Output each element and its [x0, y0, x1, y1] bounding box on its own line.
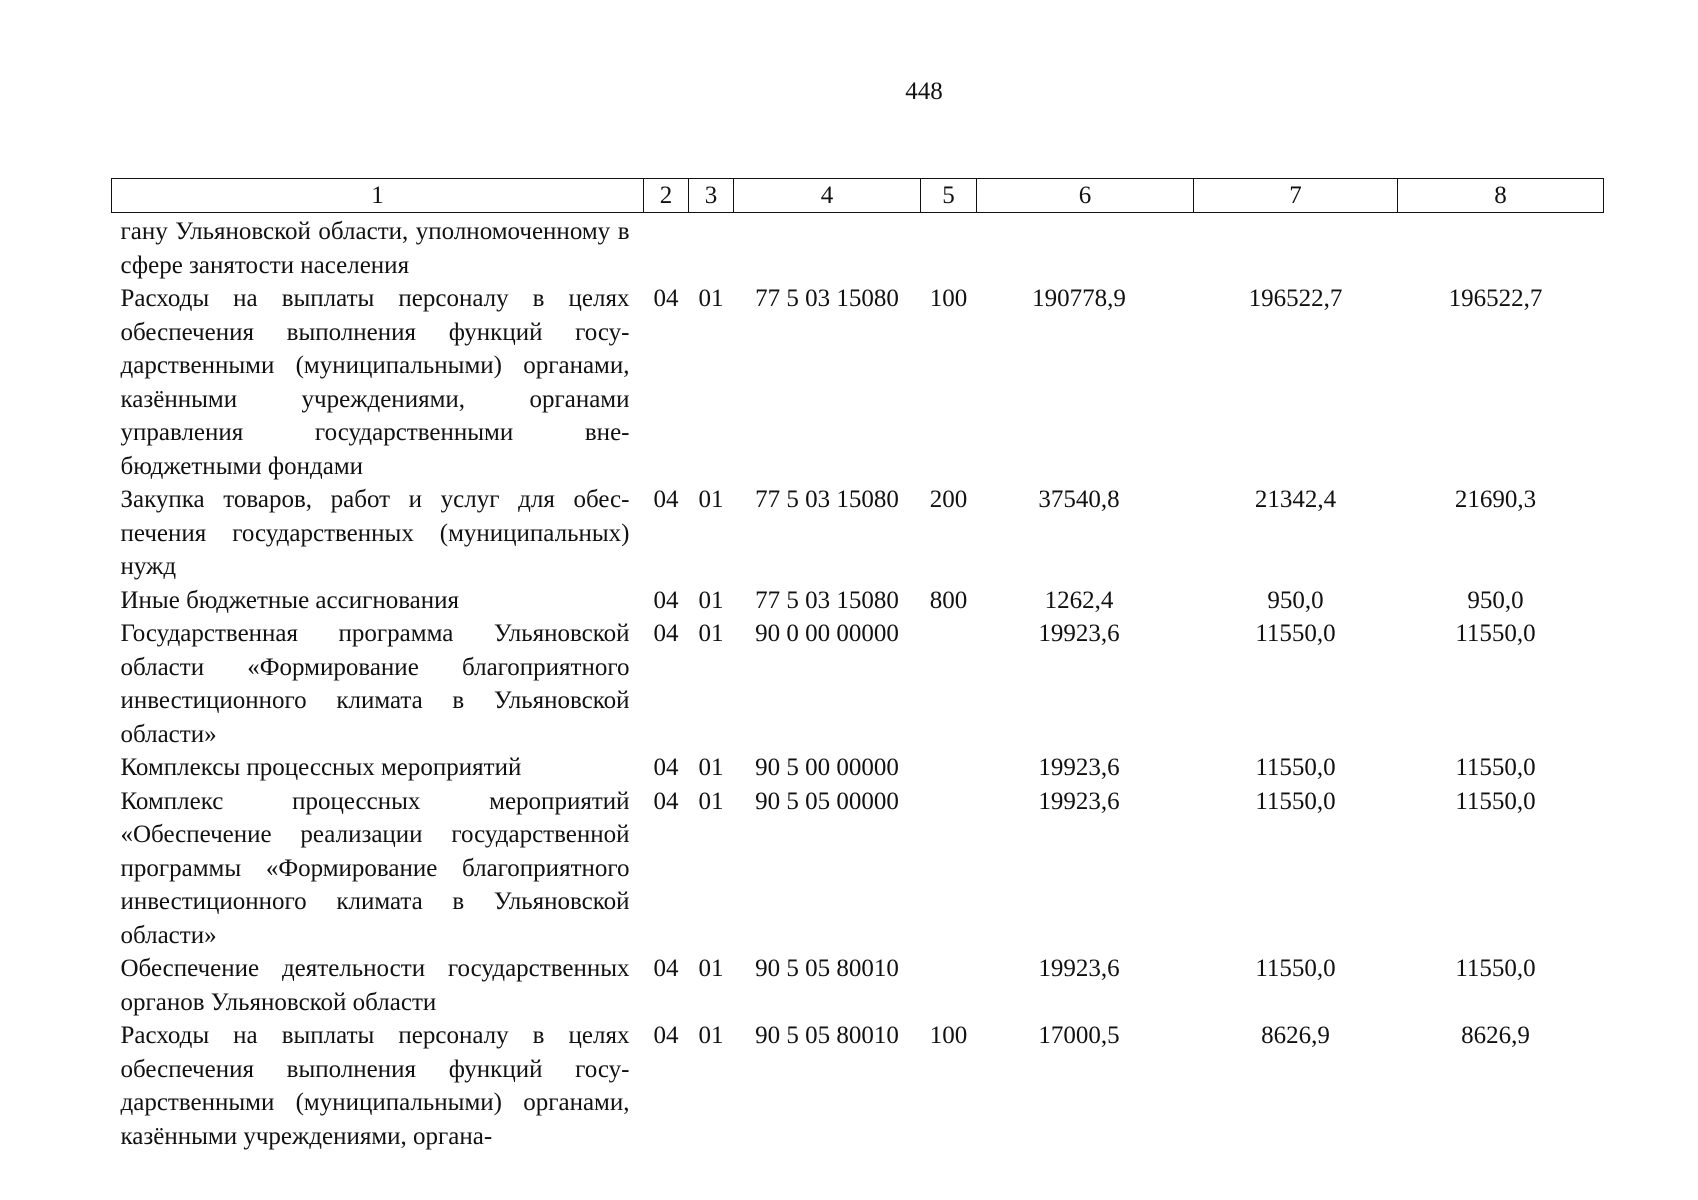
row-target-article: 90 5 05 80010 — [755, 1022, 899, 1049]
header-col-8: 8 — [1398, 179, 1604, 213]
row-amount-col8: 950,0 — [1467, 586, 1524, 614]
row-amount-col6: 190778,9 — [1032, 285, 1126, 312]
row-amount-col7: 21342,4 — [1254, 486, 1337, 513]
row-amount-col7 — [1194, 213, 1398, 283]
row-target-article: 90 5 05 00000 — [755, 787, 899, 815]
row-section: 04 — [653, 620, 679, 647]
row-section: 04 — [653, 586, 679, 614]
row-target-article: 77 5 03 15080 — [755, 486, 899, 513]
row-name: Обеспечение деятельности государственных органов Ульяновской области — [120, 955, 630, 1016]
row-section: 04 — [653, 955, 679, 982]
row-amount-col7: 11550,0 — [1255, 754, 1336, 781]
row-amount-col7: 11550,0 — [1255, 955, 1336, 982]
page-number: 448 — [905, 78, 943, 105]
row-expense-type: 100 — [929, 1022, 968, 1049]
row-subsection: 01 — [698, 586, 724, 614]
row-expense-type — [921, 952, 977, 1019]
row-amount-col8: 196522,7 — [1448, 285, 1543, 312]
row-amount-col6: 19923,6 — [1038, 955, 1120, 982]
row-subsection: 01 — [698, 486, 724, 513]
row-name: Комплекс процессных мероприятий «Обеспечение реализации государственной программы «Формирование благоприятного инвестиционного климата в Ульяновской области» — [120, 787, 630, 949]
row-expense-type — [921, 617, 977, 751]
row-amount-col6: 19923,6 — [1038, 787, 1120, 815]
row-name: Закупка товаров, работ и услуг для обеспечения государственных (муниципальных) нужд — [120, 486, 630, 580]
row-section: 04 — [653, 486, 679, 513]
row-amount-col8: 11550,0 — [1455, 787, 1536, 815]
row-amount-col8: 11550,0 — [1455, 754, 1536, 781]
row-expense-type — [921, 751, 977, 785]
row-amount-col6: 1262,4 — [1044, 586, 1114, 614]
row-amount-col7: 196522,7 — [1248, 285, 1343, 312]
row-expense-type: 100 — [929, 285, 968, 312]
row-subsection: 01 — [698, 1022, 724, 1049]
header-col-2: 2 — [644, 179, 689, 213]
row-expense-type: 800 — [929, 586, 968, 614]
row-expense-type: 200 — [929, 486, 968, 513]
header-col-7: 7 — [1194, 179, 1398, 213]
header-row — [112, 179, 1604, 213]
table-row — [112, 483, 1604, 584]
row-target-article: 90 0 00 00000 — [755, 620, 899, 647]
row-target-article — [734, 213, 921, 283]
table-row — [112, 785, 1604, 953]
row-amount-col6: 19923,6 — [1038, 620, 1120, 647]
table-row — [112, 751, 1604, 785]
table-row — [112, 282, 1604, 483]
row-section: 04 — [653, 754, 679, 781]
row-amount-col8 — [1398, 213, 1604, 283]
row-amount-col6: 37540,8 — [1038, 486, 1120, 513]
row-subsection: 01 — [698, 787, 724, 815]
row-target-article: 77 5 03 15080 — [755, 285, 899, 312]
row-amount-col8: 11550,0 — [1455, 620, 1536, 647]
row-amount-col7: 11550,0 — [1255, 620, 1336, 647]
row-amount-col6: 17000,5 — [1038, 1022, 1120, 1049]
header-col-3: 3 — [689, 179, 734, 213]
row-target-article: 90 5 05 80010 — [755, 955, 899, 982]
row-amount-col6: 19923,6 — [1038, 754, 1120, 781]
row-section: 04 — [653, 285, 679, 312]
row-subsection: 01 — [698, 620, 724, 647]
row-amount-col6 — [977, 213, 1194, 283]
table-row — [112, 1019, 1604, 1153]
row-expense-type — [921, 213, 977, 283]
row-subsection: 01 — [698, 955, 724, 982]
table-header — [112, 179, 1604, 213]
row-section: 04 — [653, 1022, 679, 1049]
header-col-6: 6 — [977, 179, 1194, 213]
row-name: Комплексы процессных мероприятий — [120, 754, 522, 781]
table-body — [112, 213, 1604, 1154]
row-name: Иные бюджетные ассигнования — [120, 586, 460, 614]
row-subsection: 01 — [698, 285, 724, 312]
row-subsection — [689, 213, 734, 283]
row-section: 04 — [653, 787, 679, 815]
header-col-4: 4 — [734, 179, 921, 213]
table-row — [112, 213, 1604, 283]
row-amount-col7: 11550,0 — [1255, 787, 1336, 815]
row-amount-col7: 950,0 — [1267, 586, 1324, 614]
row-target-article: 90 5 00 00000 — [755, 754, 899, 781]
row-amount-col8: 21690,3 — [1454, 486, 1537, 513]
row-target-article: 77 5 03 15080 — [755, 586, 899, 614]
row-name: Государственная программа Ульяновской области «Формирование благоприятного инвестиционного климата в Ульяновской области» — [120, 620, 630, 748]
row-amount-col7: 8626,9 — [1261, 1022, 1330, 1049]
row-name: Расходы на выплаты персоналу в целях обеспечения выполнения функций государственными (муниципальными) органами, казёнными учреждениями, органами управления государственными внебюджетными фондами — [120, 285, 630, 480]
budget-table — [111, 178, 1604, 1153]
row-name: Расходы на выплаты персоналу в целях обеспечения выполнения функций государственными (муниципальными) органами, казёнными учреждениями, органа- — [120, 1022, 630, 1150]
row-amount-col8: 8626,9 — [1461, 1022, 1530, 1049]
table-row — [112, 952, 1604, 1019]
header-col-1: 1 — [112, 179, 644, 213]
row-subsection: 01 — [698, 754, 724, 781]
row-section — [644, 213, 689, 283]
row-amount-col8: 11550,0 — [1455, 955, 1536, 982]
row-expense-type — [921, 785, 977, 953]
table-row — [112, 584, 1604, 618]
table-row — [112, 617, 1604, 751]
header-col-5: 5 — [921, 179, 977, 213]
row-name: гану Ульяновской области, уполномоченному в сфере занятости населения — [120, 218, 630, 279]
